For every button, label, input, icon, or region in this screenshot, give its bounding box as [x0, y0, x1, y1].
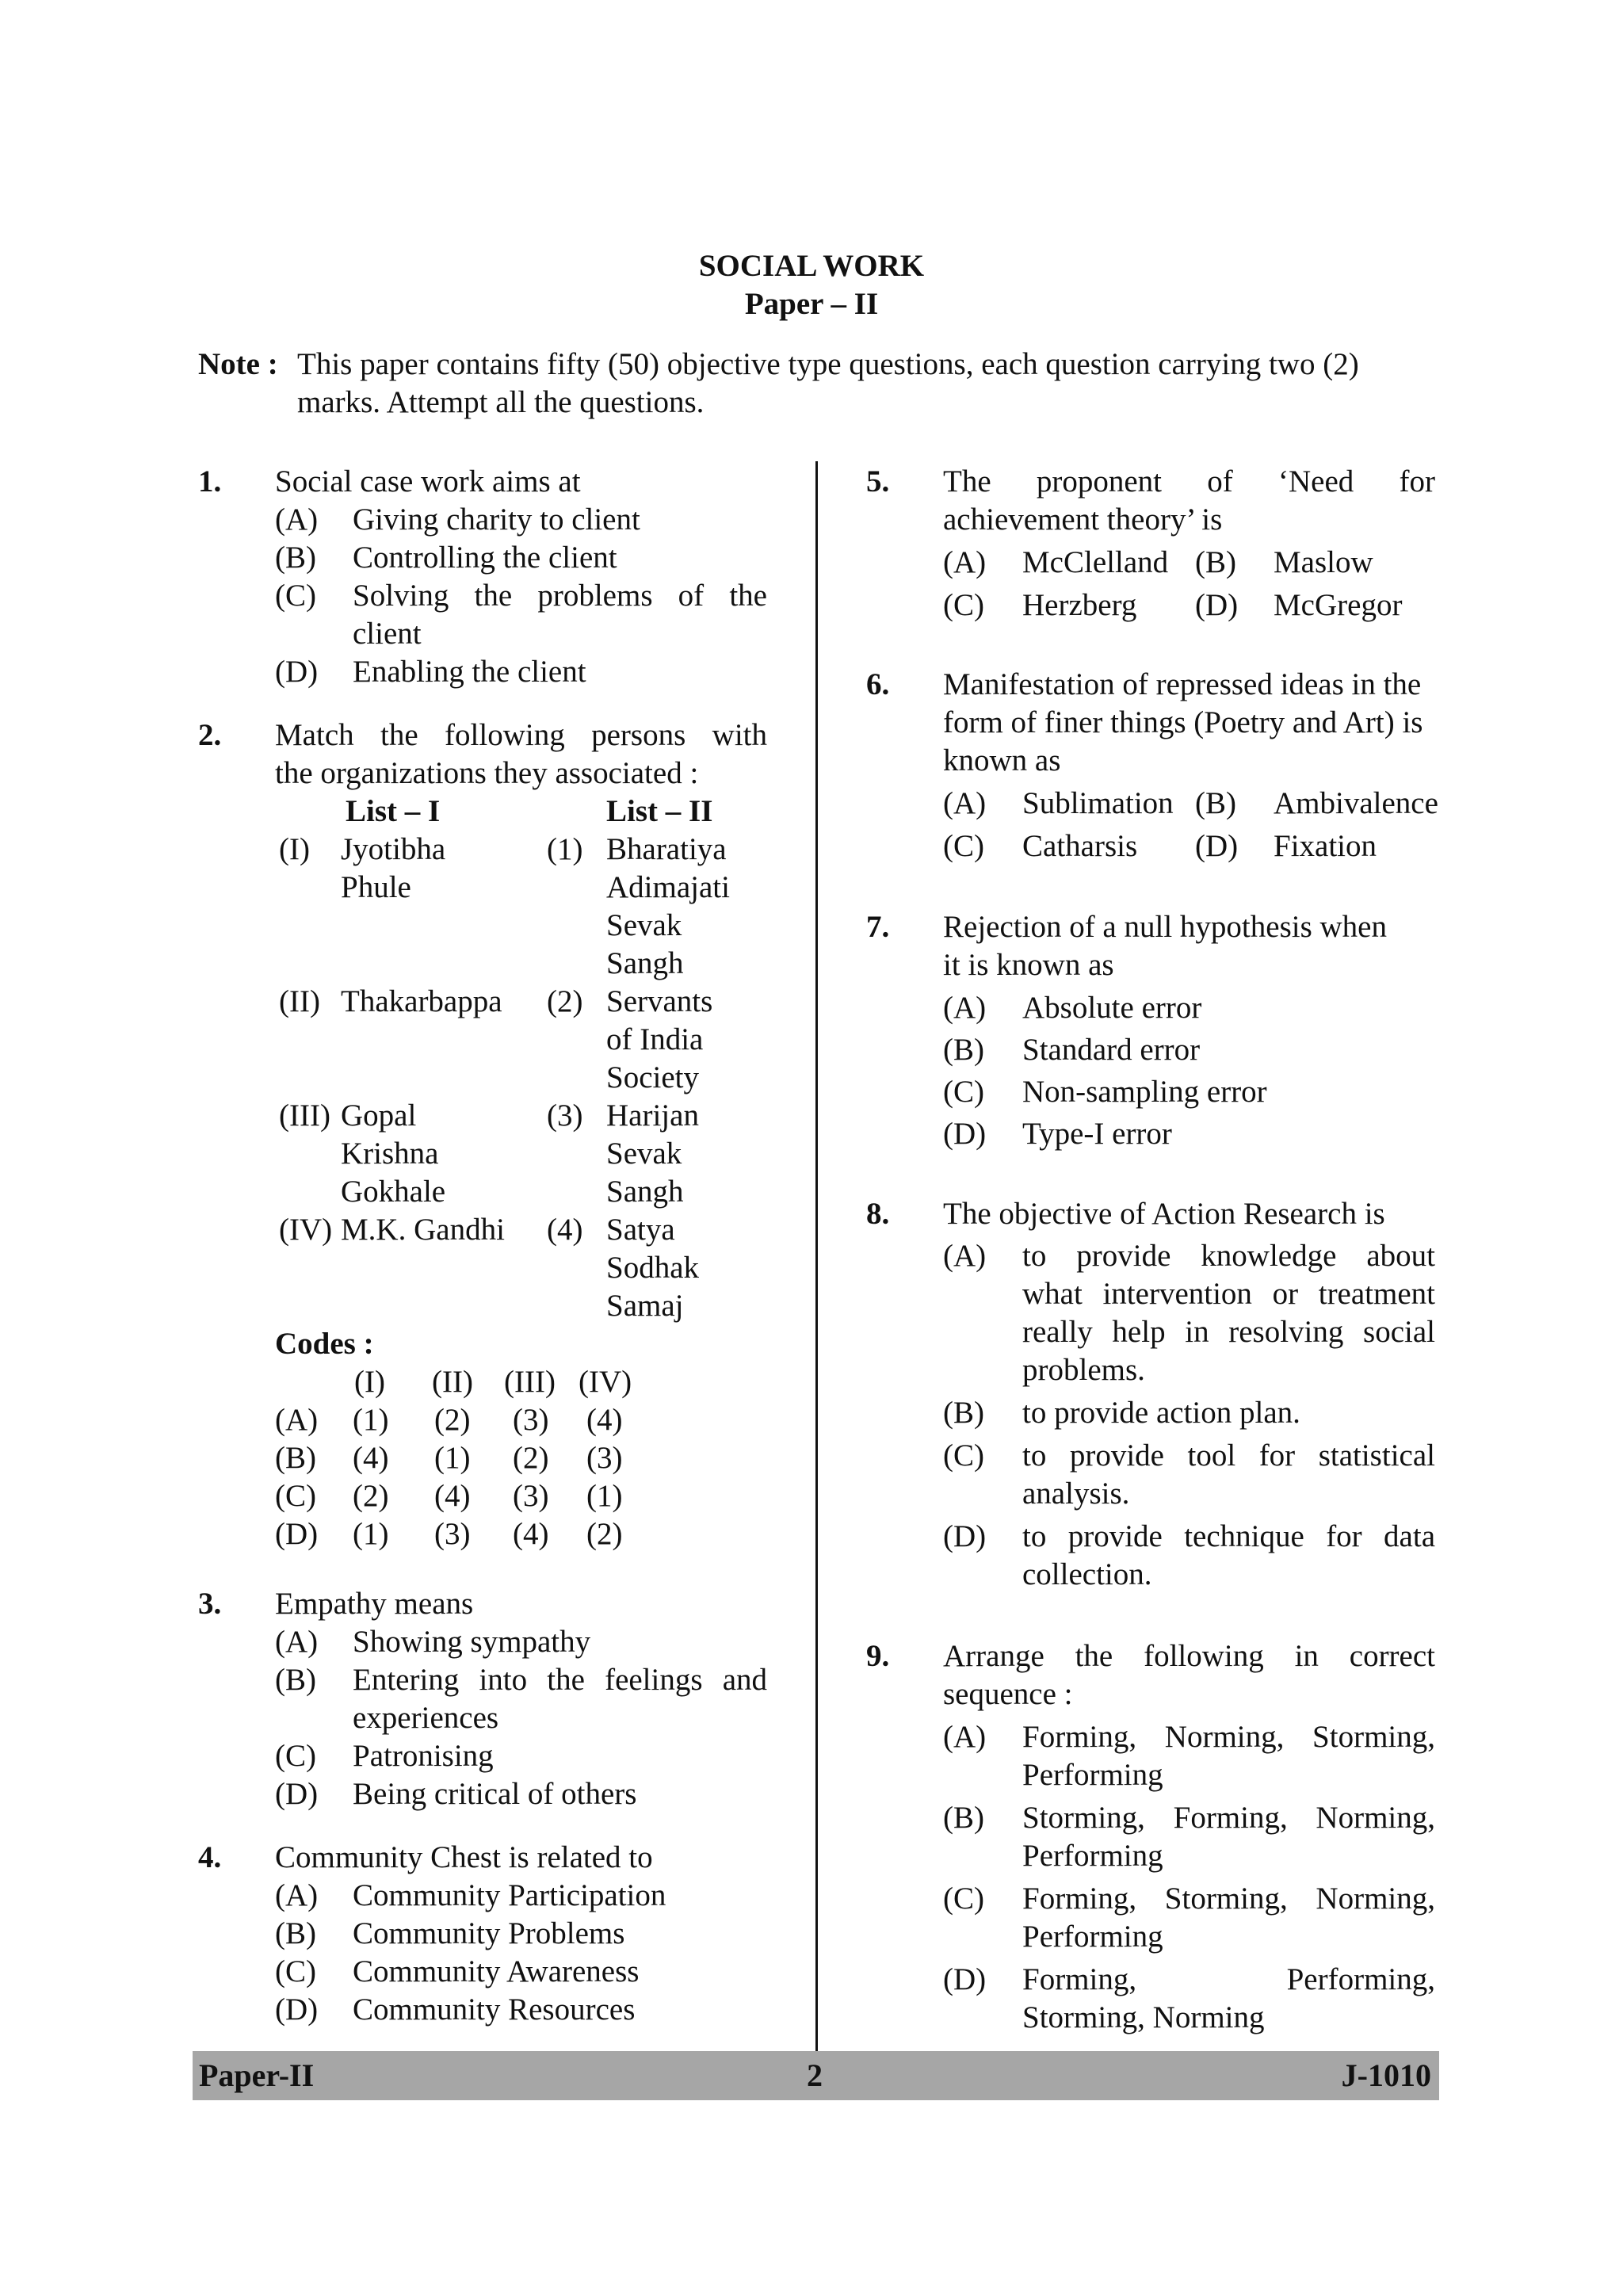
list-2-item: Satya [606, 1213, 675, 1247]
option-text: Storming, Norming [1022, 2000, 1265, 2034]
list-1-label: (I) [279, 832, 310, 866]
instructions-note [198, 346, 1442, 425]
option-label: (A) [943, 786, 987, 820]
option-label: (A) [943, 1239, 987, 1273]
option-label: (B) [943, 1801, 984, 1835]
option-text: Forming, Norming, Storming, [1022, 1720, 1435, 1754]
option-text: Ambivalence [1274, 786, 1438, 820]
question-number: 4. [198, 1840, 222, 1874]
option-text: Patronising [353, 1739, 494, 1773]
question-number: 6. [866, 667, 890, 701]
option-text: Community Problems [353, 1916, 625, 1950]
option-text: what intervention or treatment [1022, 1277, 1435, 1311]
option-label: (A) [275, 502, 319, 537]
list-2-item: Sevak [606, 1137, 682, 1171]
code-value: (4) [513, 1517, 549, 1551]
question-number: 7. [866, 910, 890, 944]
option-label: (C) [275, 1954, 316, 1988]
option-text: Forming, Storming, Norming, [1022, 1881, 1435, 1916]
option-text: Performing [1022, 1758, 1163, 1792]
code-value: (2) [586, 1517, 623, 1551]
list-1-header: List – I [346, 794, 441, 828]
option-label: (B) [943, 1033, 984, 1067]
option-label: (B) [275, 541, 316, 575]
list-2-item: Sangh [606, 946, 684, 980]
list-1-item: Gokhale [341, 1175, 446, 1209]
option-text: Being critical of others [353, 1777, 637, 1811]
question-stem-line-2: sequence : [943, 1677, 1073, 1711]
list-2-item: Samaj [606, 1289, 684, 1323]
question-stem: The objective of Action Research is [943, 1197, 1385, 1231]
option-label: (A) [943, 991, 987, 1025]
list-1-item: Krishna [341, 1137, 439, 1171]
question-number: 3. [198, 1587, 222, 1621]
code-value: (4) [353, 1441, 389, 1475]
list-2-item: Adimajati [606, 870, 730, 904]
question-number: 1. [198, 464, 222, 499]
code-value: (4) [586, 1403, 623, 1437]
option-label: (C) [943, 829, 984, 863]
list-1-label: (II) [279, 984, 320, 1018]
option-text: Entering into the feelings and [353, 1663, 767, 1697]
option-text: McGregor [1274, 588, 1403, 622]
option-label: (A) [275, 1878, 319, 1912]
code-value: (3) [513, 1403, 549, 1437]
question-stem-line-3: known as [943, 743, 1061, 777]
option-text: Type-I error [1022, 1117, 1172, 1151]
paper-code: J-1010 [1341, 2057, 1431, 2093]
option-label: (D) [943, 1519, 987, 1553]
list-2-item: Society [606, 1060, 699, 1095]
option-text: Controlling the client [353, 541, 617, 575]
code-option-label: (C) [275, 1479, 316, 1513]
list-2-item: of India [606, 1022, 704, 1056]
code-value: (2) [434, 1403, 471, 1437]
code-value: (3) [434, 1517, 471, 1551]
paper-number: Paper – II [744, 287, 879, 321]
code-value: (1) [353, 1517, 389, 1551]
question-stem-line-1: The proponent of ‘Need for [943, 464, 1435, 499]
question-stem-line-2: the organizations they associated : [275, 756, 699, 790]
option-text: to provide tool for statistical [1022, 1438, 1435, 1473]
list-1-label: (IV) [279, 1213, 333, 1247]
option-label: (A) [275, 1625, 319, 1659]
question-stem-line-1: Rejection of a null hypothesis when [943, 910, 1387, 944]
list-2-item: Sodhak [606, 1251, 699, 1285]
option-text: Enabling the client [353, 655, 586, 689]
option-text: Fixation [1274, 829, 1377, 863]
question-stem: Social case work aims at [275, 464, 581, 499]
option-text: problems. [1022, 1353, 1145, 1387]
code-value: (1) [353, 1403, 389, 1437]
option-text: Sublimation [1022, 786, 1174, 820]
option-label: (C) [275, 1739, 316, 1773]
option-text: Showing sympathy [353, 1625, 591, 1659]
option-text: Standard error [1022, 1033, 1201, 1067]
question-stem-line-1: Manifestation of repressed ideas in the [943, 667, 1422, 701]
option-label: (B) [1195, 786, 1236, 820]
option-text: Herzberg [1022, 588, 1137, 622]
code-value: (2) [513, 1441, 549, 1475]
list-2-header: List – II [606, 794, 713, 828]
codes-label: Codes : [275, 1327, 374, 1361]
question-stem-line-2: it is known as [943, 948, 1114, 982]
option-label: (C) [943, 1075, 984, 1109]
option-label: (D) [943, 1117, 987, 1151]
list-2-label: (3) [547, 1098, 583, 1133]
question-number: 8. [866, 1197, 890, 1231]
option-text-continued: experiences [353, 1701, 499, 1735]
question-number: 2. [198, 718, 222, 752]
note-text [297, 346, 1442, 422]
question-stem-line-1: Match the following persons with [275, 718, 767, 752]
list-2-label: (2) [547, 984, 583, 1018]
option-text: McClelland [1022, 545, 1169, 579]
option-text: Community Participation [353, 1878, 666, 1912]
option-text: Maslow [1274, 545, 1373, 579]
list-2-item: Servants [606, 984, 713, 1018]
code-value: (1) [586, 1479, 623, 1513]
list-2-label: (4) [547, 1213, 583, 1247]
option-text: Non-sampling error [1022, 1075, 1267, 1109]
question-stem-line-1: Arrange the following in correct [943, 1639, 1435, 1673]
option-text: collection. [1022, 1557, 1152, 1591]
option-text: Absolute error [1022, 991, 1202, 1025]
option-text: Solving the problems of the [353, 579, 767, 613]
question-number: 9. [866, 1639, 890, 1673]
option-label: (D) [275, 1777, 319, 1811]
code-column-header: (II) [432, 1365, 473, 1399]
list-2-item: Sangh [606, 1175, 684, 1209]
option-text: analysis. [1022, 1477, 1130, 1511]
list-1-item: Thakarbappa [341, 984, 502, 1018]
list-1-item: Jyotibha [341, 832, 446, 866]
option-text: really help in resolving social [1022, 1315, 1435, 1349]
option-label: (B) [943, 1396, 984, 1430]
option-text: to provide technique for data [1022, 1519, 1435, 1553]
question-stem-line-2: form of finer things (Poetry and Art) is [943, 705, 1423, 739]
paper-subject-title: SOCIAL WORK [698, 249, 925, 283]
code-value: (2) [353, 1479, 389, 1513]
code-option-label: (D) [275, 1517, 319, 1551]
option-label: (B) [1195, 545, 1236, 579]
option-label: (C) [943, 1881, 984, 1916]
list-1-label: (III) [279, 1098, 330, 1133]
option-text: Forming, Performing, [1022, 1962, 1435, 1996]
code-value: (3) [513, 1479, 549, 1513]
list-2-label: (1) [547, 832, 583, 866]
list-1-item: Gopal [341, 1098, 417, 1133]
option-label: (D) [1195, 588, 1239, 622]
option-label: (A) [943, 1720, 987, 1754]
option-text: Giving charity to client [353, 502, 640, 537]
option-label: (A) [943, 545, 987, 579]
list-1-item: M.K. Gandhi [341, 1213, 505, 1247]
list-2-item: Bharatiya [606, 832, 727, 866]
code-value: (3) [586, 1441, 623, 1475]
question-number: 5. [866, 464, 890, 499]
page-footer [193, 2051, 1439, 2100]
note-line-1: This paper contains fifty (50) objective type questions, each question carrying two (2) [297, 347, 1359, 381]
question-stem: Empathy means [275, 1587, 474, 1621]
list-2-item: Harijan [606, 1098, 699, 1133]
column-divider [815, 461, 818, 2054]
code-value: (1) [434, 1441, 471, 1475]
option-text: Storming, Forming, Norming, [1022, 1801, 1435, 1835]
list-1-item: Phule [341, 870, 411, 904]
option-label: (D) [275, 1992, 319, 2027]
option-text: Performing [1022, 1920, 1163, 1954]
page-number: 2 [807, 2057, 823, 2093]
option-label: (D) [1195, 829, 1239, 863]
question-stem-line-2: achievement theory’ is [943, 502, 1223, 537]
code-option-label: (A) [275, 1403, 319, 1437]
option-text: to provide knowledge about [1022, 1239, 1435, 1273]
code-value: (4) [434, 1479, 471, 1513]
option-text-continued: client [353, 617, 422, 651]
option-label: (D) [943, 1962, 987, 1996]
code-column-header: (III) [504, 1365, 556, 1399]
question-stem: Community Chest is related to [275, 1840, 653, 1874]
option-text: Community Resources [353, 1992, 636, 2027]
code-column-header: (I) [354, 1365, 385, 1399]
option-label: (C) [943, 1438, 984, 1473]
option-label: (C) [275, 579, 316, 613]
option-text: Catharsis [1022, 829, 1138, 863]
option-label: (D) [275, 655, 319, 689]
footer-paper-label: Paper-II [199, 2057, 315, 2093]
option-text: Community Awareness [353, 1954, 640, 1988]
option-label: (B) [275, 1663, 316, 1697]
option-text: Performing [1022, 1839, 1163, 1873]
option-label: (B) [275, 1916, 316, 1950]
option-label: (C) [943, 588, 984, 622]
list-2-item: Sevak [606, 908, 682, 942]
note-label: Note : [198, 347, 278, 381]
note-line-2: marks. Attempt all the questions. [297, 385, 705, 419]
code-option-label: (B) [275, 1441, 316, 1475]
code-column-header: (IV) [579, 1365, 632, 1399]
option-text: to provide action plan. [1022, 1396, 1300, 1430]
